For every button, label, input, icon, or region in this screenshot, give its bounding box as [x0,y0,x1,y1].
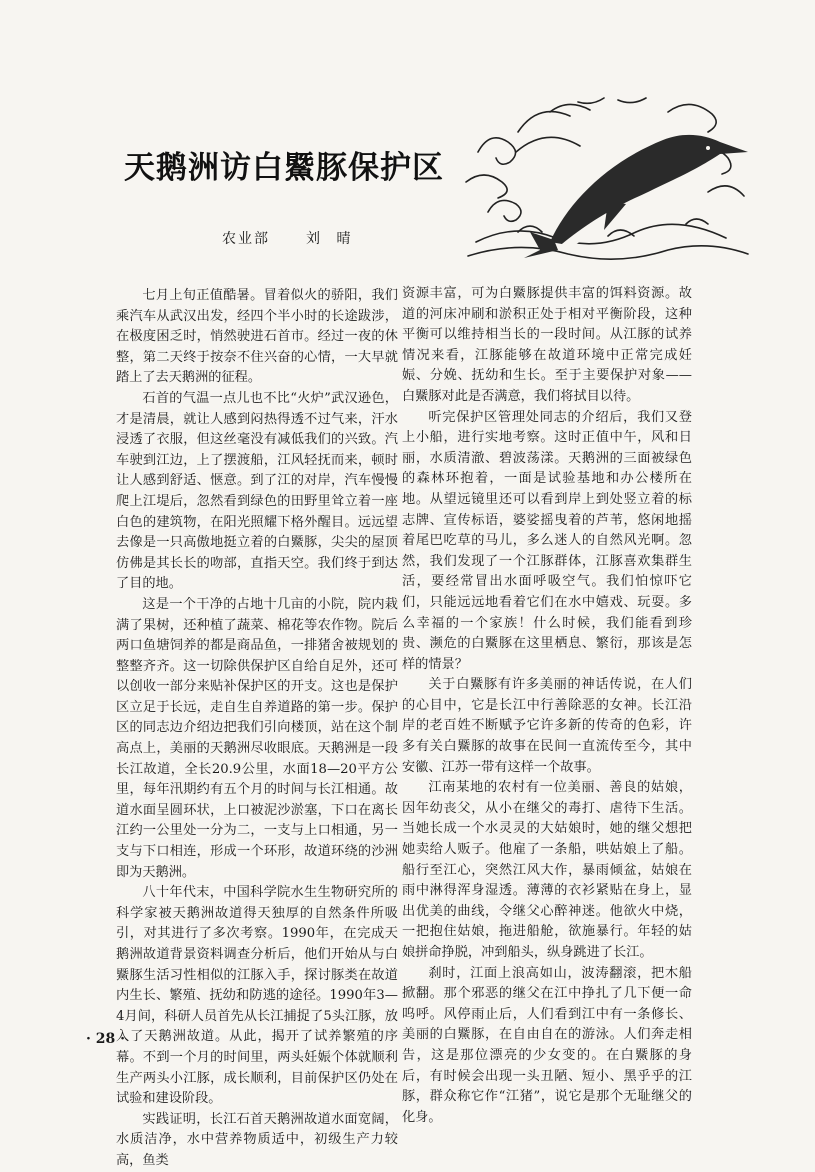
paragraph: 这是一个干净的占地十几亩的小院，院内栽满了果树，还种植了蔬菜、棉花等农作物。院后两口鱼塘饲养的都是商品鱼，一排猪舍被规划的整整齐齐。这一切除供保护区自给自足外，还可以创收一部分来贴补保护区的开支。这也是保护区立足于长远，走自生自养道路的第一步。保护区的同志边介绍边把我们引向楼顶，站在这个制高点上，美丽的天鹅洲尽收眼底。天鹅洲是一段长江故道，全长20.9公里，水面18—20平方公里，每年汛期约有五个月的时间与长江相通。故道水面呈圆环状，上口被泥沙淤塞，下口在离长江约一公里处一分为二，一支与上口相通，另一支与下口相连，形成一个环形，故道环绕的沙洲即为天鹅洲。 [116,596,398,880]
paragraph: 江南某地的农村有一位美丽、善良的姑娘，因年幼丧父，从小在继父的毒打、虐待下生活。当她长成一个水灵灵的大姑娘时，她的继父想把她卖给人贩子。他雇了一条船，哄姑娘上了船。船行至江心，突然江风大作，暴雨倾盆，姑娘在雨中淋得浑身湿透。薄薄的衣衫紧贴在身上，显出优美的曲线，令继父心醉神迷。他欲火中烧，一把抱住姑娘，拖进船舱，欲施暴行。年轻的姑娘拼命挣脱，冲到船头，纵身跳进了长江。 [402,780,692,960]
author-organization: 农业部 [222,231,270,247]
article-title: 天鹅洲访白鱀豚保护区 [124,150,444,186]
left-text-column [116,286,398,1172]
byline [222,228,356,248]
paragraph: 听完保护区管理处同志的介绍后，我们又登上小船，进行实地考察。这时正值中午，风和日丽，水质清澈、碧波荡漾。天鹅洲的三面被绿色的森林环抱着，一面是试验基地和办公楼所在地。从望远镜里还可以看到岸上到处竖立着的标志牌、宣传标语，婆娑摇曳着的芦苇，悠闲地摇着尾巴吃草的马儿，多么迷人的自然风光啊。忽然，我们发现了一个江豚群体，江豚喜欢集群生活，要经常冒出水面呼吸空气。我们怕惊吓它们，只能远远地看着它们在水中嬉戏、玩耍。多么幸福的一个家族！什么时候，我们能看到珍贵、濒危的白鱀豚在这里栖息、繁衍，那该是怎样的情景？ [402,409,692,672]
paragraph-continued: 资源丰富，可为白鱀豚提供丰富的饵料资源。故道的河床冲刷和淤积正处于相对平衡阶段，这种平衡可以维持相当长的一段时间。从江豚的试养情况来看，江豚能够在故道环境中正常完成妊娠、分娩、抚幼和生长。至于主要保护对象——白鱀豚对此是否满意，我们将拭目以待。 [402,286,692,404]
paragraph: 八十年代末，中国科学院水生生物研究所的科学家被天鹅洲故道得天独厚的自然条件所吸引，对其进行了多次考察。1990年，在完成天鹅洲故道背景资料调查分析后，他们开始从与白鱀豚生活习性相似的江豚入手，探讨豚类在故道内生长、繁殖、抚幼和防逃的途径。1990年3—4月间，科研人员首先从长江捕捉了5头江豚，放入了天鹅洲故道。从此，揭开了试养繁殖的序幕。不到一个月的时间里，两头妊娠个体就顺利生产两头小江豚，成长顺利，目前保护区仍处在试验和建设阶段。 [116,885,398,1107]
paragraph: 关于白鱀豚有许多美丽的神话传说，在人们的心目中，它是长江中行善除恶的女神。长江沿岸的老百姓不断赋予它许多新的传奇的色彩，许多有关白鱀豚的故事在民间一直流传至今，其中安徽、江苏一带有这样一个故事。 [402,677,692,775]
right-text-column [402,284,692,1128]
paragraph: 实践证明，长江石首天鹅洲故道水面宽阔，水质洁净，水中营养物质适中，初级生产力较高，鱼类 [116,1111,398,1168]
paragraph: 七月上旬正值酷暑。冒着似火的骄阳，我们乘汽车从武汉出发，经四个半小时的长途跋涉，在极度困乏时，悄然驶进石首市。经过一夜的休整，第二天终于按奈不住兴奋的心情，一大早就踏上了去天鹅洲的征程。 [116,288,398,386]
author-name: 刘 晴 [306,231,357,247]
paragraph: 石首的气温一点儿也不比“火炉”武汉逊色，才是清晨，就让人感到闷热得透不过气来，汗水浸透了衣服，但这丝毫没有减低我们的兴致。汽车驶到江边，上了摆渡船，江风轻抚而来，顿时让人感到舒适、惬意。到了江的对岸，汽车慢慢爬上江堤后，忽然看到绿色的田野里耸立着一座白色的建筑物，在阳光照耀下格外醒目。远远望去像是一只高傲地挺立着的白鱀豚，尖尖的屋顶仿佛是其长长的吻部，直指天空。我们终于到达了目的地。 [116,390,398,592]
paragraph: 刹时，江面上浪高如山，波涛翻滚，把木船掀翻。那个邪恶的继父在江中挣扎了几下便一命呜呼。风停雨止后，人们看到江中有一条修长、美丽的白鱀豚，在自由自在的游泳。人们奔走相告，这是那位漂亮的少女变的。在白鱀豚的身后，有时候会出现一头丑陋、短小、黑乎乎的江豚，群众称它作“江猪”，说它是那个无耻继父的化身。 [402,965,692,1125]
page-number: · 28 · [86,1031,125,1047]
dolphin-illustration [458,92,758,262]
